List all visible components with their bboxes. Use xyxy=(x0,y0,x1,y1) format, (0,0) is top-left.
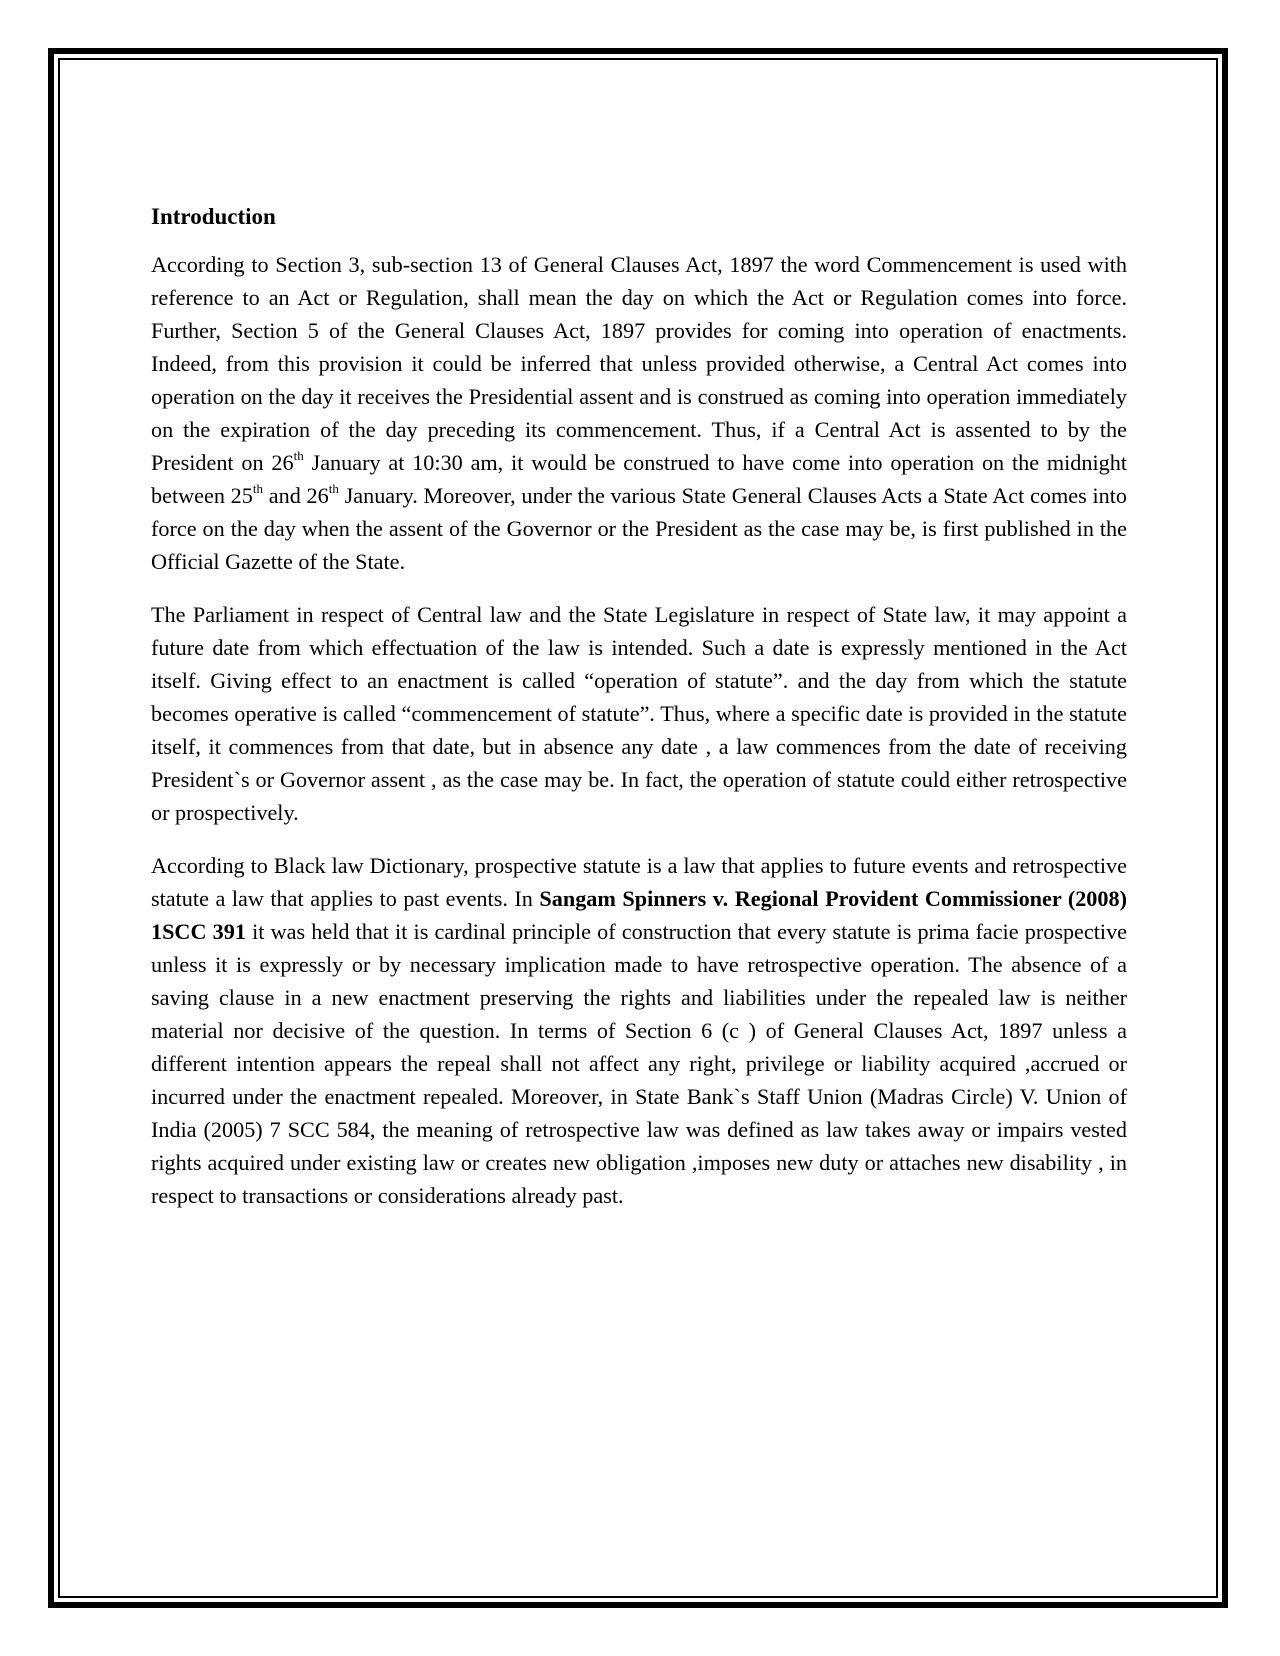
paragraph-text: According to Section 3, sub-section 13 of General Clauses Act, 1897 the word Commencement is used with reference to an Act or Regulation, shall mean the day on which the Act or Regulation comes into force. Further, Section 5 of the General Clauses Act, 1897 provides for coming into operation of enactments. Indeed, from this provision it could be inferred that unless provided otherwise, a Central Act comes into operation on the day it receives the Presidential assent and is construed as coming into operation immediately on the expiration of the day preceding its commencement. Thus, if a Central Act is assented to by the President on 26 xyxy=(151,252,1127,475)
section-heading: Introduction xyxy=(151,204,276,229)
paragraph-text: According to Black law Dictionary, prospective statute is a law that applies to future events and retrospective statute a law that applies to past events. In xyxy=(151,853,1127,911)
paragraph-text: January at 10:30 am, it would be construed to have come into operation on the midnight between 25 xyxy=(151,450,1128,508)
paragraph-commencement xyxy=(151,248,1127,578)
paragraph-text: it was held that it is cardinal principle of construction that every statute is prima facie prospective unless it is expressly or by necessary implication made to have retrospective operation. The absence of a saving clause in a new enactment preserving the rights and liabilities under the repealed law is neither material nor decisive of the question. In terms of Section 6 (c ) of General Clauses Act, 1897 unless a different intention appears the repeal shall not affect any right, privilege or liability acquired ,accrued or incurred under the enactment repealed. Moreover, in State Bank`s Staff Union (Madras Circle) V. Union of India (2005) 7 SCC 584, the meaning of retrospective law was defined as law takes away or impairs vested rights acquired under existing law or creates new obligation ,imposes new duty or attaches new disability , in respect to transactions or considerations already past. xyxy=(151,919,1128,1208)
paragraph-operation-of-statute: The Parliament in respect of Central law and the State Legislature in respect of State law, it may appoint a future date from which effectuation of the law is intended. Such a date is expressly mentioned in the Act itself. Giving effect to an enactment is called “operation of statute”. and the day from which the statute becomes operative is called “commencement of statute”. Thus, where a specific date is provided in the statute itself, it commences from that date, but in absence any date , a law commences from the date of receiving President`s or Governor assent , as the case may be. In fact, the operation of statute could either retrospective or prospectively. xyxy=(151,602,1127,825)
ordinal-suffix: th xyxy=(328,480,339,496)
ordinal-suffix: th xyxy=(293,447,304,463)
document-body xyxy=(151,202,1127,1232)
paragraph-text: January. Moreover, under the various State General Clauses Acts a State Act comes into force on the day when the assent of the Governor or the President as the case may be, is first published in the Official Gazette of the State. xyxy=(151,483,1127,574)
paragraph-text: and 26 xyxy=(263,483,329,508)
case-citation: Sangam Spinners v. Regional Provident Commissioner (2008) 1SCC 391 xyxy=(151,886,1127,944)
paragraph-retrospective xyxy=(151,849,1127,1212)
ordinal-suffix: th xyxy=(252,480,263,496)
